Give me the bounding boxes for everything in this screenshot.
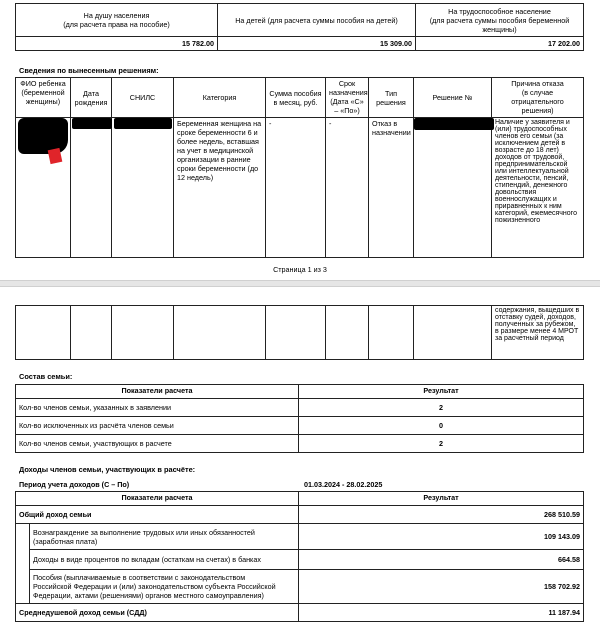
decisions-table [15,77,584,258]
income-period-value: 01.03.2024 - 28.02.2025 [304,480,383,489]
family-row-value: 0 [299,417,584,435]
cell-category: Беременная женщина на сроке беременности 6 и более недель, вставшая на учет в медицинской организации в ранние сроки беременности (до 12 недель) [174,118,266,258]
family-row-value: 2 [299,435,584,453]
cont-cell [414,306,492,360]
col-category: Категория [174,78,266,118]
incomes-title: Доходы членов семьи, участвующих в расчёте: [19,465,196,474]
incomes-table [15,491,584,622]
income-row-label: Вознаграждение за выполнение трудовых или иных обязанностей (заработная плата) [30,524,299,550]
page-footer: Страница 1 из 3 [273,265,327,274]
cont-cell [174,306,266,360]
total-income-value: 268 510.59 [299,506,584,524]
cell-decision-no [414,118,492,258]
incomes-col-indicator: Показатели расчета [16,492,299,506]
page-break [0,280,600,287]
per-capita-value: 15 782.00 [16,37,218,51]
col-amount: Сумма пособия в месяц, руб. [266,78,326,118]
col-period: Срок назначения (Дата «С» – «По») [326,78,369,118]
children-header: На детей (для расчета суммы пособия на детей) [218,4,416,37]
income-row-label: Доходы в виде процентов по вкладам (остаткам на счетах) в банках [30,550,299,570]
redaction-name [18,118,68,154]
cell-period: - [326,118,369,258]
family-table [15,384,584,453]
redaction-mark-red [48,148,63,164]
col-birth-date: Дата рождения [71,78,112,118]
cell-refusal-reason: Наличие у заявителя и (или) трудоспособных членов его семьи (за исключением детей в возрасте до 18 лет) доходов от трудовой, предпринимательской или интеллектуальной деятельности, пенсий, стипендий, денежного довольствия военнослужащих и приравненных к ним категорий, ежемесячного пожизненного [492,118,584,258]
indent-cell [16,570,30,604]
family-row-value: 2 [299,399,584,417]
cell-type: Отказ в назначении [369,118,414,258]
col-snils: СНИЛС [112,78,174,118]
indent-cell [16,550,30,570]
cell-amount: - [266,118,326,258]
decisions-table-continued [15,305,584,360]
avg-income-value: 11 187.94 [299,604,584,622]
cell-snils [112,118,174,258]
income-row-value: 158 702.92 [299,570,584,604]
col-refusal-reason: Причина отказа (в случае отрицательного решения) [492,78,584,118]
redaction-decision-no [414,118,494,130]
col-child-name: ФИО ребенка (беременной женщины) [16,78,71,118]
incomes-col-result: Результат [299,492,584,506]
cell-birth-date [71,118,112,258]
total-income-label: Общий доход семьи [16,506,299,524]
income-norms-table [15,3,584,51]
redaction-birth-date [72,118,112,129]
family-title: Состав семьи: [19,372,73,381]
cont-cell [369,306,414,360]
income-row-value: 664.58 [299,550,584,570]
children-value: 15 309.00 [218,37,416,51]
redaction-snils [114,118,172,129]
cont-cell [266,306,326,360]
able-bodied-value: 17 202.00 [416,37,584,51]
avg-income-label: Среднедушевой доход семьи (СДД) [16,604,299,622]
cell-refusal-reason-cont: содержания, выщедших в отставку судей, доходов, полученных за рубежом, в размере менее 4 МРОТ за расчетный период [492,306,584,360]
income-row-value: 109 143.09 [299,524,584,550]
col-type: Тип решения [369,78,414,118]
family-col-result: Результат [299,385,584,399]
family-col-indicator: Показатели расчета [16,385,299,399]
cont-cell [112,306,174,360]
indent-cell [16,524,30,550]
cont-cell [326,306,369,360]
decisions-title: Сведения по вынесенным решениям: [19,66,159,75]
family-row-label: Кол-во членов семьи, участвующих в расчете [16,435,299,453]
per-capita-header: На душу населения (для расчета права на пособие) [16,4,218,37]
family-row-label: Кол-во исключенных из расчёта членов семьи [16,417,299,435]
cont-cell [71,306,112,360]
income-period-label: Период учета доходов (С – По) [19,480,130,489]
family-row-label: Кол-во членов семьи, указанных в заявлении [16,399,299,417]
able-bodied-header: На трудоспособное население (для расчета суммы пособия беременной женщины) [416,4,584,37]
income-row-label: Пособия (выплачиваемые в соответствии с законодательством Российской Федерации и (или) законодательством субъекта Российской Федерации, актами (решениями) органов местного самоуправления) [30,570,299,604]
col-decision-no: Решение № [414,78,492,118]
cont-cell [16,306,71,360]
